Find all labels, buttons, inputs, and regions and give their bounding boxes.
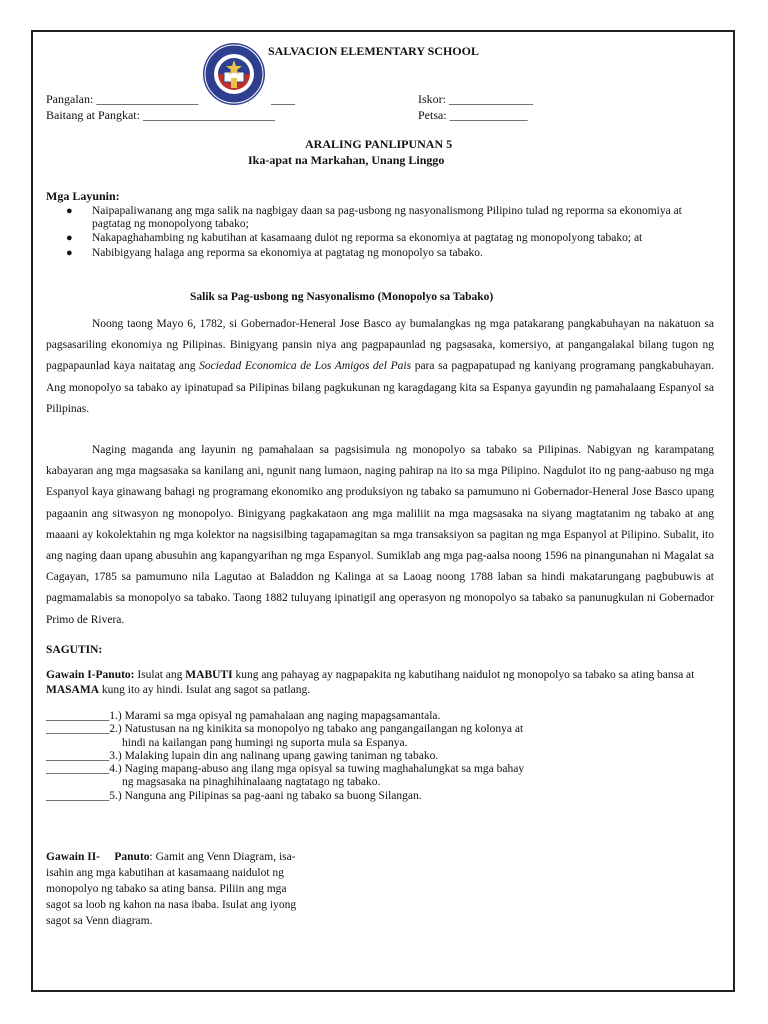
gawain1-label: Gawain I-Panuto: — [46, 669, 135, 681]
keyword-masama: MASAMA — [46, 683, 100, 696]
list-item: ● Naipapaliwanang ang mga salik na nagbigay daan sa pag-usbong ng nasyonalismong Pilipino tulad ng reporma sa ekonomiya at pagtatag ng monopolyong tabako; — [66, 205, 682, 230]
sagutin-heading: SAGUTIN: — [46, 644, 103, 656]
score-field: Iskor: ______________ — [418, 92, 533, 106]
instr-text: kung ang pahayag ay nagpapakita ng kabutihang naidulot ng monopolyo sa tabako sa ating bansa at — [232, 669, 695, 681]
deped-seal-icon — [202, 42, 266, 106]
p2-text: Naging maganda ang layunin ng pamahalaan sa pagsisimula ng monopolyo sa tabako sa Pilipinas. Nabigyan ng karampatang kabayaran ang mga magsasaka sa kanilang ani, ngunit nang lumaon, naging pahirap na ito sa mga Pilipino. Nagdulot ito ng pang-aabuso ng mga Espanyol kaya ginawang bahagi ng programang ekonomiko ang produksiyon ng tabako sa pamumuno ni Gobernador-Heneral Jose Basco upang pagaanin ang sitwasyon ng monopolyo. Binigyang pagkakataon ang mga maliliit na mga magsasaka na siyang magtatanim ng tabako at ang maaani ay kokolektahin ng mga kolektor na nagsisilbing tagapamagitan sa mga transaksiyon sa pagitan ng mga Espanyol at Pilipino. Subalit, ito ang naging daan upang abusuhin ang kapangyarihan ng mga Espanyol. Sumiklab ang mga pag-aalsa noong 1596 na pinangunahan ni Magalat sa Cagayan, 1785 sa pamumuno nila Lagutao at Baladdon ng Kalinga at sa Laoag noong 1788 laban sa hindi makatarungang pagbubuwis at pagmamalabis sa monopolyo sa tabako. Taong 1882 tuluyang ipinatigil ang operasyon ng monopolyo sa tabako sa panunugkulan ni Gobernador Primo de Rivera. — [46, 444, 714, 626]
list-item: ● Nabibigyang halaga ang reporma sa ekonomiya at pagtatag ng monopolyo sa tabako. — [66, 246, 483, 259]
name-field-tail: ____ — [271, 92, 295, 106]
item-text: 5.) Nanguna ang Pilipinas sa pag-aani ng tabako sa buong Silangan. — [109, 789, 422, 802]
instr-text: Isulat ang — [134, 669, 186, 681]
answer-blank[interactable]: ___________ — [46, 723, 110, 736]
gawain1-items — [46, 710, 524, 803]
instr-text: kung ito ay hindi. Isulat ang sagot sa patlang. — [99, 683, 311, 696]
list-item — [46, 763, 524, 776]
answer-blank[interactable]: ___________ — [46, 710, 110, 722]
lesson-paragraph-2 — [46, 440, 714, 631]
item-text-continued: hindi na kailangan pang humingi ng suporta mula sa Espanya. — [122, 736, 408, 749]
answer-blank[interactable]: ___________ — [46, 763, 110, 776]
date-field: Petsa: _____________ — [418, 108, 528, 122]
gawain2-label: Gawain II- — [46, 851, 100, 863]
list-item: ● Nakapaghahambing ng kabutihan at kasamaang dulot ng reporma sa ekonomiya at pagtatag ng monopolyong tabako; at — [66, 232, 643, 244]
answer-blank[interactable]: ___________ — [46, 749, 110, 762]
objective-text: Naipapaliwanang ang mga salik na nagbigay daan sa pag-usbong ng nasyonalismong Pilipino tulad ng reporma sa ekonomiya at pagtatag ng monopolyong tabako; — [92, 205, 682, 230]
keyword-mabuti: MABUTI — [185, 669, 233, 681]
item-text: 2.) Natustusan na ng kinikita sa monopolyo ng tabako ang pangangailangan ng kolonya at — [109, 723, 524, 736]
objectives-list — [66, 205, 706, 261]
answer-blank[interactable]: ___________ — [46, 789, 110, 802]
item-text-continued: ng magsasaka na pinaghihinalaang nagtatago ng tabako. — [122, 776, 381, 789]
objectives-heading: Mga Layunin: — [46, 189, 120, 203]
quarter-week: Ika-apat na Markahan, Unang Linggo — [248, 153, 445, 167]
panuto-label: Panuto — [114, 851, 150, 863]
subject-title: ARALING PANLIPUNAN 5 — [305, 137, 453, 151]
list-item — [46, 710, 524, 723]
objective-text: Nakapaghahambing ng kabutihan at kasamaang dulot ng reporma sa ekonomiya at pagtatag ng monopolyong tabako; at — [92, 232, 643, 244]
item-text: 1.) Marami sa mga opisyal ng pamahalaan ang naging mapagsamantala. — [109, 710, 441, 722]
lesson-heading: Salik sa Pag-usbong ng Nasyonalismo (Monopolyo sa Tabako) — [190, 291, 494, 303]
grade-section-field: Baitang at Pangkat: ______________________ — [46, 108, 275, 122]
gawain2-text: : Gamit ang Venn Diagram, isa-isahin ang mga kabutihan at kasamaang naidulot ng monopolyo ng tabako sa ating bansa. Piliin ang mga sagot sa loob ng kahon na nasa ibaba. Isulat ang iyong sagot sa Venn diagram. — [46, 851, 297, 928]
p1-text: Noong taong Mayo 6, 1782, si Gobernador-Heneral Jose Basco ay bumalangkas ng mga patakarang pangkabuhayan na nakatuon sa pagsasariling ekonomiya ng Pilipinas. Binigyang pansin niya ang pagpapaunlad ng pagsasaka, komersiyo, at pangangalakal bilang tugon ng pagpapaunlad kaya naitatag ang — [46, 318, 714, 373]
lesson-paragraph-1 — [46, 314, 714, 420]
name-field: Pangalan: _________________ — [46, 92, 199, 106]
gawain2-instructions — [46, 849, 306, 929]
objective-text: Nabibigyang halaga ang reporma sa ekonomiya at pagtatag ng monopolyo sa tabako. — [92, 246, 483, 259]
list-item — [46, 750, 524, 763]
list-item — [46, 790, 524, 803]
p1-text-end: para sa pagpapatupad ng kaniyang programang pangkabuhayan. Ang monopolyo sa tabako ay ipinatupad sa Pilipinas bilang pagkukunan ng karagdagang kita sa Espanya gayundin ng pamahalaang Espanyol sa Pilipinas. — [46, 360, 714, 415]
gawain1-instructions — [46, 668, 714, 697]
item-text: 4.) Naging mapang-abuso ang ilang mga opisyal sa tuwing maghahalungkat sa mga bahay — [109, 763, 525, 776]
school-name: SALVACION ELEMENTARY SCHOOL — [268, 44, 479, 58]
p1-italic-text: Sociedad Economica de Los Amigos del Pais — [199, 360, 412, 373]
item-text: 3.) Malaking lupain din ang nalinang upang gawing taniman ng tabako. — [109, 749, 439, 762]
list-item — [46, 723, 524, 736]
